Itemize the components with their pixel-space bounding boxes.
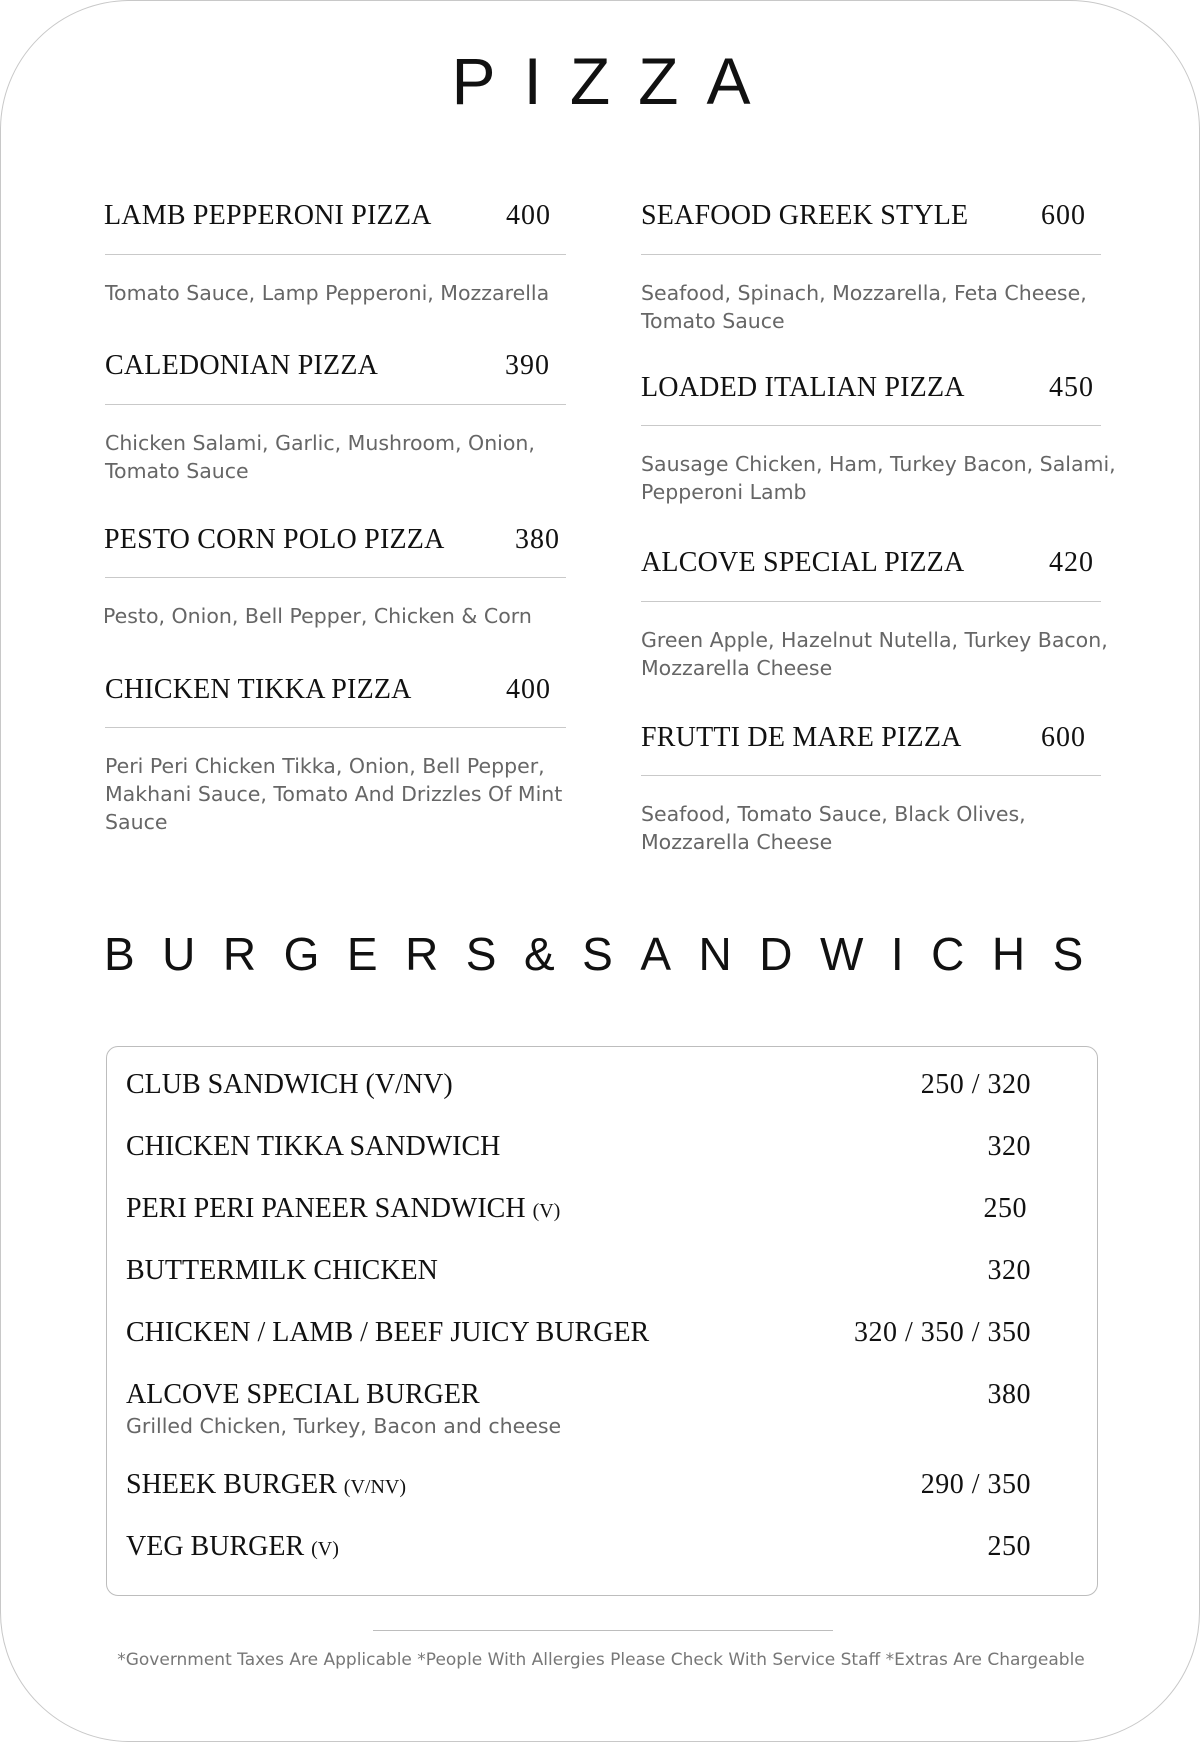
burger-item-name: CHICKEN / LAMB / BEEF JUICY BURGER: [126, 1317, 650, 1348]
pizza-item-name: CALEDONIAN PIZZA: [105, 350, 379, 381]
pizza-item-price: 390: [505, 350, 550, 381]
burger-item-price: 320: [987, 1131, 1031, 1162]
burger-item-price: 250: [987, 1531, 1031, 1562]
diet-tag: (V/NV): [343, 1476, 407, 1498]
burger-item-name: CHICKEN TIKKA SANDWICH: [126, 1131, 501, 1162]
diet-tag: (V): [311, 1538, 339, 1560]
divider: [105, 254, 566, 255]
burger-item-price: 250 / 320: [920, 1069, 1031, 1100]
diet-tag: (V): [532, 1200, 561, 1222]
burgers-section-title: BURGERS&SANDWICHS: [104, 928, 1111, 980]
pizza-item-description: Pesto, Onion, Bell Pepper, Chicken & Corn: [103, 604, 532, 628]
burger-item-name: ALCOVE SPECIAL BURGER: [126, 1379, 480, 1410]
pizza-item-description: Sausage Chicken, Ham, Turkey Bacon, Salami, Pepperoni Lamb: [641, 452, 1116, 504]
burger-item-description: Grilled Chicken, Turkey, Bacon and cheese: [126, 1414, 562, 1438]
burger-item-name: CLUB SANDWICH (V/NV): [126, 1069, 453, 1100]
pizza-item-price: 450: [1049, 372, 1094, 403]
burger-item-name: [126, 1531, 339, 1563]
divider: [641, 254, 1101, 255]
pizza-item-description: Seafood, Spinach, Mozzarella, Feta Cheese, Tomato Sauce: [641, 281, 1087, 333]
pizza-item-description: Chicken Salami, Garlic, Mushroom, Onion, Tomato Sauce: [105, 431, 535, 483]
burger-item-label: SHEEK BURGER: [126, 1469, 337, 1500]
pizza-item-price: 380: [515, 524, 560, 555]
pizza-item-price: 400: [506, 674, 551, 705]
pizza-item-price: 400: [506, 200, 551, 231]
pizza-item-description: Peri Peri Chicken Tikka, Onion, Bell Pepper, Makhani Sauce, Tomato And Drizzles Of Mint Sauce: [105, 754, 563, 834]
pizza-item-price: 420: [1049, 547, 1094, 578]
pizza-section-title: PIZZA: [451, 44, 779, 118]
burger-item-price: 380: [987, 1379, 1031, 1410]
burger-item-name: [126, 1469, 406, 1501]
burger-item-price: 250: [983, 1193, 1027, 1224]
pizza-item-name: CHICKEN TIKKA PIZZA: [105, 674, 412, 705]
divider: [105, 727, 566, 728]
burger-item-name: [126, 1193, 560, 1225]
pizza-item-name: SEAFOOD GREEK STYLE: [641, 200, 969, 231]
divider: [641, 601, 1101, 602]
divider: [641, 425, 1101, 426]
pizza-item-description: Green Apple, Hazelnut Nutella, Turkey Bacon, Mozzarella Cheese: [641, 628, 1108, 680]
pizza-item-name: LAMB PEPPERONI PIZZA: [104, 200, 432, 231]
pizza-item-description: Tomato Sauce, Lamp Pepperoni, Mozzarella: [105, 281, 550, 305]
pizza-item-description: Seafood, Tomato Sauce, Black Olives, Mozzarella Cheese: [641, 802, 1026, 854]
divider: [105, 577, 566, 578]
footer-note: *Government Taxes Are Applicable *People With Allergies Please Check With Service Staff *Extras Are Chargeable: [117, 1650, 1085, 1670]
burger-item-name: BUTTERMILK CHICKEN: [126, 1255, 438, 1286]
footer-divider: [373, 1630, 833, 1631]
burger-item-label: PERI PERI PANEER SANDWICH: [126, 1193, 526, 1224]
pizza-item-name: ALCOVE SPECIAL PIZZA: [641, 547, 965, 578]
burger-item-price: 290 / 350: [920, 1469, 1031, 1500]
burger-item-price: 320: [987, 1255, 1031, 1286]
burger-item-label: VEG BURGER: [126, 1531, 305, 1562]
pizza-item-name: PESTO CORN POLO PIZZA: [104, 524, 445, 555]
pizza-item-price: 600: [1041, 722, 1086, 753]
burger-item-price: 320 / 350 / 350: [853, 1317, 1031, 1348]
pizza-item-name: LOADED ITALIAN PIZZA: [641, 372, 965, 403]
divider: [641, 775, 1101, 776]
pizza-item-price: 600: [1041, 200, 1086, 231]
divider: [105, 404, 566, 405]
pizza-item-name: FRUTTI DE MARE PIZZA: [641, 722, 962, 753]
